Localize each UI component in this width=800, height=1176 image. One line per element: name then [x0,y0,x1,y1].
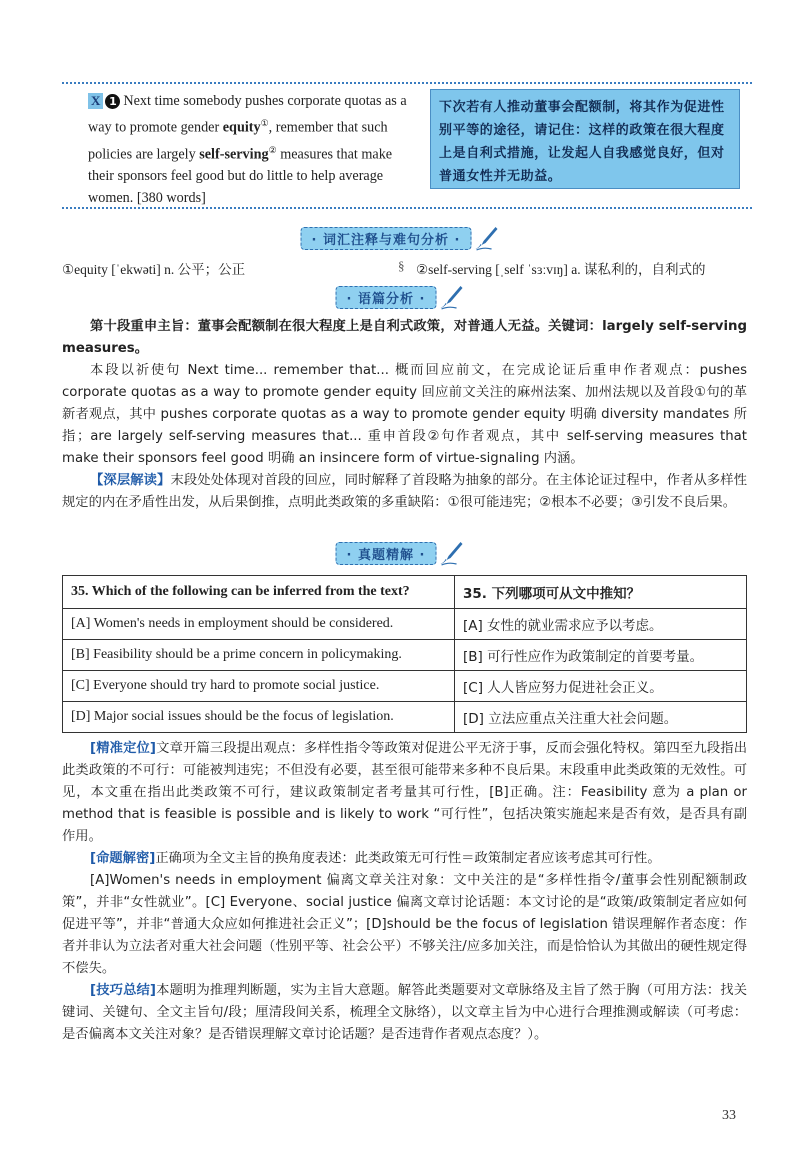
precise-location-paragraph [62,738,747,848]
option-row [63,702,747,733]
technique-summary-paragraph [62,980,747,1046]
precise-location-text: 文章开篇三段提出观点：多样性指令等政策对促进公平无济于事，反而会强化特权。第四至九段指出此类政策的不可行：可能被判违宪；不但没有必要，甚至很可能带来多种不良后果。末段重申此类政策的无效性。可见，本文重在指出此类政策不可行，建议政策制定者考量其可行性，[B]正确。注：Feasibility 意为 a plan or method that is feasible is possible and is likely to work “可行性”，包括决策实施起来是否有效，是否具有副作用。 [62,741,747,844]
vocab-section-title [301,225,500,251]
question-zh: 35. 下列哪项可从文中推知？ [455,576,747,609]
translation-box: 下次若有人推动董事会配额制，将其作为促进性别平等的途径，请记住：这样的政策在很大程度上是自利式措施，让发起人自我感觉良好，但对普通女性并无助益。 [430,89,740,189]
question-row [63,576,747,609]
discourse-section-label: · 语篇分析 · [336,286,437,309]
option-a-zh: [A] 女性的就业需求应予以考虑。 [455,609,747,640]
footnote-1: ① [260,118,269,128]
question-decode-label: [命题解密] [90,851,156,866]
top-divider [62,82,752,84]
discourse-heading: 第十段重申主旨：董事会配额制在很大程度上是自利式政策，对普通人无益。关键词：largely self-serving measures。 [62,319,747,356]
option-row [63,671,747,702]
option-c-zh: [C] 人人皆应努力促进社会正义。 [455,671,747,702]
vocab-item-self-serving: ②self-serving [ˌself ˈsɜːvɪŋ] a. 谋私利的，自利式的 [416,262,706,277]
sentence-number: 1 [105,94,120,109]
passage-divider [62,207,752,209]
option-c-en: [C] Everyone should try hard to promote social justice. [63,671,455,702]
discourse-section-title [336,284,465,310]
technique-summary-text: 本题明为推理判断题，实为主旨大意题。解答此类题要对文章脉络及主旨了然于胸（可用方法：找关键词、关键句、全文主旨句/段；厘清段间关系，梳理全文脉络），以文章主旨为中心进行合理推测或解读（可考虑：是否偏离本文关注对象？是否错误理解文章讨论话题？是否违背作者观点态度？）。 [62,983,747,1042]
exam-section-title [336,540,465,566]
deep-reading-paragraph [62,470,747,514]
page-number: 33 [722,1108,736,1123]
discourse-paragraph: 本段以祈使句 Next time... remember that... 概而回应前文，在完成论证后重申作者观点：pushes corporate quotas as a way to promote gender equity 回应前文关注的麻州法案、加州法规以及首段①句的革新者观点，其中 pushes corporate quotas as a way to promote gender equity 明确 diversity mandates 所指；are largely self-serving measures that... 重申首段②句作者观点，其中 self-serving measures that make their sponsors feel good 明确 an insincere form of virtue-signaling 内涵。 [62,363,747,466]
deep-reading-text: 末段处处体现对首段的回应，同时解释了首段略为抽象的部分。在主体论证过程中，作者从多样性规定的内在矛盾性出发，从后果倒推，点明此类政策的多重缺陷：①很可能违宪；②根本不必要；③引发不良后果。 [62,473,748,510]
option-b-en: [B] Feasibility should be a prime concern in policymaking. [63,640,455,671]
option-d-zh: [D] 立法应重点关注重大社会问题。 [455,702,747,733]
brush-icon [438,540,464,566]
option-a-en: [A] Women's needs in employment should be considered. [63,609,455,640]
deep-reading-label: 【深层解读】 [90,473,171,488]
passage-text [88,90,418,209]
question-en: 35. Which of the following can be inferred from the text? [63,576,455,609]
footnote-2: ② [268,144,277,155]
question-decode-text: 正确项为全文主旨的换角度表述：此类政策无可行性＝政策制定者应该考虑其可行性。 [155,851,661,866]
option-row [63,640,747,671]
precise-location-label: [精准定位] [90,741,157,756]
technique-summary-label: [技巧总结] [90,983,157,998]
distractor-analysis-paragraph: [A]Women's needs in employment 偏离文章关注对象：文中关注的是“多样性指令/董事会性别配额制政策”，并非“女性就业”。[C] Everyone、social justice 偏离文章讨论话题：本文讨论的是“政策/政策制定者应如何促进平等”，并非“普通大众应如何推进社会正义”；[D]should be the focus of legislation 错误理解作者态度：作者并非认为立法者对重大社会问题（性别平等、社会公平）不够关注/应多加关注，而是恰恰认为其做出的硬性规定得不偿失。 [62,873,747,976]
keyword-self-serving: self-serving [199,146,269,163]
vocab-item-equity: ①equity [ˈekwəti] n. 公平；公正 [62,262,246,277]
vocab-section-label: · 词汇注释与难句分析 · [301,227,472,250]
passage-part-c: measures that make their sponsors feel good but do little to help average women. [380 words] [88,146,393,207]
option-d-en: [D] Major social issues should be the focus of legislation. [63,702,455,733]
option-row [63,609,747,640]
question-decode-paragraph [62,848,747,870]
vocab-separator-icon: § [398,258,405,273]
passage-part-a: Next time somebody pushes corporate quotas as a way to promote gender [88,93,407,136]
passage-part-b: , remember that such policies are largely [88,119,388,163]
keyword-equity: equity [222,119,261,136]
passage-tag: X [88,93,103,109]
question-table [62,575,747,733]
brush-icon [438,284,464,310]
option-b-zh: [B] 可行性应作为政策制定的首要考量。 [455,640,747,671]
exam-section-label: · 真题精解 · [336,542,437,565]
brush-icon [473,225,499,251]
